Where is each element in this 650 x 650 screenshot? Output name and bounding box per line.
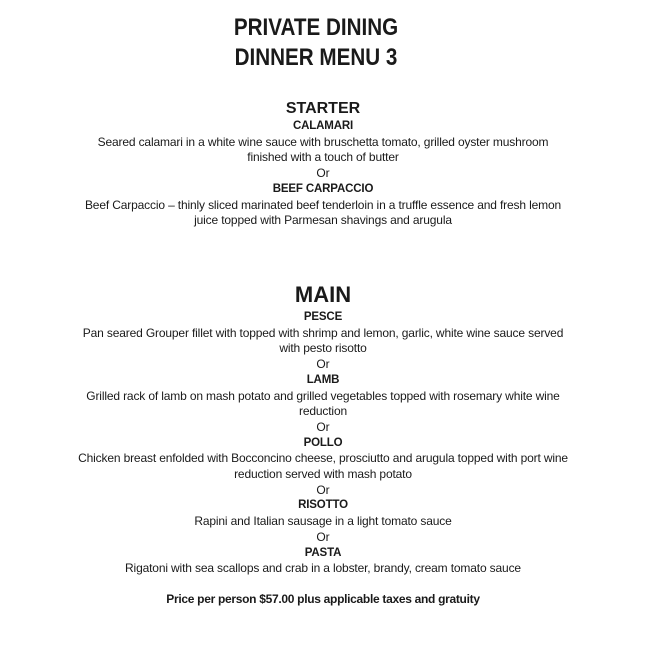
title-line-2: DINNER MENU 3: [234, 44, 398, 71]
dish-description: Pan seared Grouper fillet with topped with shrimp and lemon, garlic, white wine sauce served: [82, 325, 564, 340]
dish-description: Grilled rack of lamb on mash potato and grilled vegetables topped with rosemary white wine: [86, 388, 560, 403]
section-heading: STARTER: [285, 100, 361, 117]
dish-description: Beef Carpaccio – thinly sliced marinated beef tenderloin in a truffle essence and fresh lemon: [84, 197, 562, 212]
dish-name: PESCE: [303, 311, 343, 323]
menu-title: [0, 13, 632, 73]
menu-item: [0, 182, 646, 229]
menu-item: [0, 436, 646, 483]
dish-description: finished with a touch of butter: [247, 150, 399, 165]
dish-description: with pesto risotto: [279, 341, 367, 356]
dish-name: BEEF CARPACCIO: [272, 182, 374, 195]
section-heading: MAIN: [294, 282, 352, 307]
dish-description: juice topped with Parmesan shavings and arugula: [194, 213, 452, 228]
price-note: Price per person $57.00 plus applicable taxes and gratuity: [166, 592, 480, 606]
menu-item: [0, 310, 646, 357]
title-line-1: PRIVATE DINING: [233, 14, 399, 41]
dish-description: Rigatoni with sea scallops and crab in a lobster, brandy, cream tomato sauce: [125, 561, 521, 576]
or-separator: Or: [316, 419, 330, 434]
or-separator: Or: [316, 529, 330, 544]
dish-description: Rapini and Italian sausage in a light tomato sauce: [194, 514, 452, 529]
menu-item: [0, 546, 646, 577]
dish-description: reduction: [298, 404, 347, 419]
dish-name: RISOTTO: [298, 499, 348, 512]
main-section: [0, 280, 646, 577]
dish-description: Seared calamari in a white wine sauce with bruschetta tomato, grilled oyster mushroom: [97, 134, 549, 149]
or-separator: Or: [316, 166, 330, 181]
menu-item: [0, 373, 646, 420]
or-separator: Or: [316, 482, 330, 497]
starter-section: [0, 99, 646, 229]
dish-name: PASTA: [304, 546, 342, 559]
dish-name: LAMB: [306, 373, 340, 386]
dish-name: POLLO: [303, 436, 343, 449]
dish-name: CALAMARI: [292, 120, 354, 132]
dish-description: reduction served with mash potato: [234, 467, 412, 482]
or-separator: Or: [316, 357, 330, 372]
dish-description: Chicken breast enfolded with Bocconcino cheese, prosciutto and arugula topped with port wine: [78, 451, 568, 466]
menu-item: [0, 119, 646, 166]
menu-item: [0, 498, 646, 529]
